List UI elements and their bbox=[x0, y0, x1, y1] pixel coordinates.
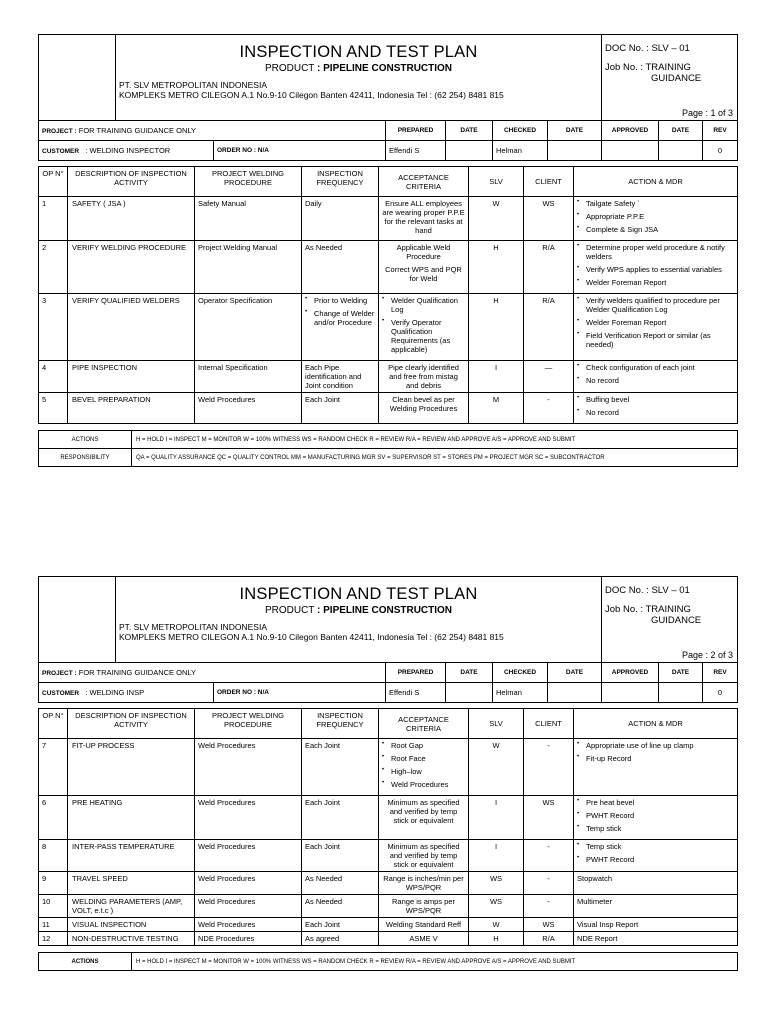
acceptance-text: Range is amps per WPS/PQR bbox=[392, 897, 455, 915]
op-number: 11 bbox=[39, 918, 68, 932]
client-code: - bbox=[524, 393, 574, 424]
acceptance-criteria bbox=[379, 796, 469, 840]
product-value: : PIPELINE CONSTRUCTION bbox=[317, 63, 453, 74]
frequency-text: Daily bbox=[305, 199, 322, 208]
inspection-frequency bbox=[302, 241, 379, 294]
doc-number: DOC No. : SLV – 01 bbox=[605, 43, 690, 54]
prepared-by: Effendi S bbox=[386, 683, 446, 703]
action-mdr bbox=[574, 393, 738, 424]
op-number: 7 bbox=[39, 739, 68, 796]
job-no-value: TRAINING bbox=[645, 604, 691, 615]
acceptance-criteria bbox=[379, 197, 469, 241]
table-row bbox=[39, 361, 738, 393]
frequency-text: Each Joint bbox=[305, 395, 341, 404]
slv-code: W bbox=[469, 918, 524, 932]
doc-info-cell bbox=[602, 35, 738, 121]
col-client: CLIENT bbox=[524, 709, 574, 739]
action-item: • Tailgate Safety ` bbox=[577, 199, 734, 208]
legend-actions-label: ACTIONS bbox=[39, 953, 132, 971]
acceptance-text: Correct WPS and PQR for Weld bbox=[385, 265, 462, 283]
inspection-frequency bbox=[302, 796, 379, 840]
action-mdr bbox=[574, 872, 738, 895]
date-header: DATE bbox=[659, 663, 703, 683]
action-mdr bbox=[574, 918, 738, 932]
col-description: DESCRIPTION OF INSPECTION ACTIVITY bbox=[68, 709, 195, 739]
op-number: 9 bbox=[39, 872, 68, 895]
action-item: • Temp stick bbox=[577, 842, 734, 851]
slv-code: H bbox=[469, 241, 524, 294]
action-item: • Complete & Sign JSA bbox=[577, 225, 734, 234]
acceptance-item: • Root Gap bbox=[382, 741, 465, 750]
action-item: • Check configuration of each joint bbox=[577, 363, 734, 372]
acceptance-text: Clean bevel as per Welding Procedures bbox=[389, 395, 458, 413]
action-text: Stopwatch bbox=[577, 874, 613, 883]
customer-value: : WELDING INSP bbox=[85, 688, 145, 697]
page-number: Page : 1 of 3 bbox=[681, 108, 733, 118]
acceptance-criteria bbox=[379, 361, 469, 393]
action-item: • Welder Foreman Report bbox=[577, 318, 734, 327]
slv-code: H bbox=[469, 294, 524, 361]
activity-description: VERIFY QUALIFIED WELDERS bbox=[68, 294, 195, 361]
activity-description: WELDING PARAMETERS (AMP, VOLT, e.t.c ) bbox=[68, 895, 195, 918]
welding-procedure: Weld Procedures bbox=[195, 840, 302, 872]
job-no-value-2: GUIDANCE bbox=[651, 73, 702, 84]
acceptance-text: Ensure ALL employees are wearing proper P.P.E for the relevant tasks at hand bbox=[382, 199, 465, 235]
action-mdr bbox=[574, 739, 738, 796]
col-action: ACTION & MDR bbox=[574, 709, 738, 739]
action-text: NDE Report bbox=[577, 934, 618, 943]
activity-description: BEVEL PREPARATION bbox=[68, 393, 195, 424]
table-row bbox=[39, 932, 738, 946]
acceptance-text: Range is inches/min per WPS/PQR bbox=[383, 874, 464, 892]
rev-header: REV bbox=[703, 121, 738, 141]
inspection-frequency bbox=[302, 294, 379, 361]
frequency-text: Each Joint bbox=[305, 741, 341, 750]
prepared-header: PREPARED bbox=[386, 121, 446, 141]
activity-description: INTER-PASS TEMPERATURE bbox=[68, 840, 195, 872]
date-header: DATE bbox=[446, 121, 493, 141]
acceptance-criteria bbox=[379, 840, 469, 872]
slv-code: I bbox=[469, 796, 524, 840]
itp-page-1 bbox=[38, 34, 738, 467]
slv-code: W bbox=[469, 739, 524, 796]
product-label: PRODUCT bbox=[264, 63, 315, 74]
col-op: OP N° bbox=[39, 167, 68, 197]
company-address: KOMPLEKS METRO CILEGON A.1 No.9-10 Cilegon Banten 42411, Indonesia Tel : (62 254) 8481 815 bbox=[119, 632, 504, 642]
client-code: - bbox=[524, 872, 574, 895]
rev-header: REV bbox=[703, 663, 738, 683]
slv-code: WS bbox=[469, 895, 524, 918]
inspection-frequency bbox=[302, 932, 379, 946]
action-mdr bbox=[574, 197, 738, 241]
op-number: 2 bbox=[39, 241, 68, 294]
project-value: FOR TRAINING GUIDANCE ONLY bbox=[78, 126, 197, 135]
frequency-item: • Change of Welder and/or Procedure bbox=[305, 309, 375, 327]
acceptance-text: Minimum as specified and verified by temp stick or equivalent bbox=[387, 798, 460, 825]
action-item: • Field Verification Report or similar (as needed) bbox=[577, 331, 734, 349]
project-value: FOR TRAINING GUIDANCE ONLY bbox=[78, 668, 197, 677]
legend-responsibility-text: QA = QUALITY ASSURANCE QC = QUALITY CONTROL MM = MANUFACTURING MGR SV = SUPERVISOR ST = STORES PM = PROJECT MGR SC = SUBCONTRACTOR bbox=[132, 449, 738, 467]
acceptance-item: • Welder Qualification Log bbox=[382, 296, 465, 314]
acceptance-criteria bbox=[379, 294, 469, 361]
action-text: Multimeter bbox=[577, 897, 613, 906]
slv-code: M bbox=[469, 393, 524, 424]
welding-procedure: Weld Procedures bbox=[195, 739, 302, 796]
project-label: PROJECT : bbox=[42, 670, 77, 677]
inspection-frequency bbox=[302, 872, 379, 895]
welding-procedure: Weld Procedures bbox=[195, 895, 302, 918]
frequency-item: • Prior to Welding bbox=[305, 296, 375, 305]
inspection-frequency bbox=[302, 393, 379, 424]
doc-info-cell bbox=[602, 577, 738, 663]
title-cell bbox=[116, 577, 602, 663]
col-slv: SLV bbox=[469, 167, 524, 197]
welding-procedure: Internal Specification bbox=[195, 361, 302, 393]
action-item: • Temp stick bbox=[577, 824, 734, 833]
welding-procedure: NDE Procedures bbox=[195, 932, 302, 946]
job-no-label: Job No. : bbox=[605, 62, 644, 73]
client-code: — bbox=[524, 361, 574, 393]
welding-procedure: Project Welding Manual bbox=[195, 241, 302, 294]
acceptance-item: • Root Face bbox=[382, 754, 465, 763]
inspection-frequency bbox=[302, 739, 379, 796]
prepared-header: PREPARED bbox=[386, 663, 446, 683]
welding-procedure: Weld Procedures bbox=[195, 918, 302, 932]
welding-procedure: Operator Specification bbox=[195, 294, 302, 361]
project-label: PROJECT : bbox=[42, 128, 77, 135]
slv-code: I bbox=[469, 361, 524, 393]
col-procedure: PROJECT WELDING PROCEDURE bbox=[195, 167, 302, 197]
date-header: DATE bbox=[548, 121, 602, 141]
acceptance-text: Welding Standard Reff bbox=[385, 920, 462, 929]
col-frequency: INSPECTION FREQUENCY bbox=[302, 167, 379, 197]
date-header: DATE bbox=[659, 121, 703, 141]
approved-header: APPROVED bbox=[602, 663, 659, 683]
slv-code: W bbox=[469, 197, 524, 241]
legend-actions-label: ACTIONS bbox=[39, 431, 132, 449]
slv-code: H bbox=[469, 932, 524, 946]
frequency-text: As Needed bbox=[305, 897, 343, 906]
col-acceptance: ACCEPTANCE CRITERIA bbox=[379, 709, 469, 739]
action-mdr bbox=[574, 796, 738, 840]
document-title: INSPECTION AND TEST PLAN bbox=[239, 43, 478, 61]
inspection-frequency bbox=[302, 361, 379, 393]
title-cell bbox=[116, 35, 602, 121]
job-no-value: TRAINING bbox=[645, 62, 691, 73]
action-item: • Pre heat bevel bbox=[577, 798, 734, 807]
frequency-text: As Needed bbox=[305, 874, 343, 883]
table-row bbox=[39, 796, 738, 840]
action-mdr bbox=[574, 932, 738, 946]
date-header: DATE bbox=[548, 663, 602, 683]
client-code: - bbox=[524, 739, 574, 796]
action-item: • Appropriate use of line up clamp bbox=[577, 741, 734, 750]
page-number: Page : 2 of 3 bbox=[681, 650, 733, 660]
inspection-frequency bbox=[302, 840, 379, 872]
activity-table bbox=[38, 708, 738, 946]
client-code: WS bbox=[524, 796, 574, 840]
action-item: • No record bbox=[577, 376, 734, 385]
action-item: • PWHT Record bbox=[577, 855, 734, 864]
acceptance-criteria bbox=[379, 872, 469, 895]
table-row bbox=[39, 197, 738, 241]
action-mdr bbox=[574, 895, 738, 918]
activity-description: PIPE INSPECTION bbox=[68, 361, 195, 393]
welding-procedure: Weld Procedures bbox=[195, 872, 302, 895]
client-code: - bbox=[524, 895, 574, 918]
customer-value: : WELDING INSPECTOR bbox=[85, 146, 171, 155]
logo-cell bbox=[39, 577, 116, 663]
frequency-text: Each Pipe identification and Joint condition bbox=[305, 363, 362, 390]
op-number: 8 bbox=[39, 840, 68, 872]
approved-header: APPROVED bbox=[602, 121, 659, 141]
doc-number: DOC No. : SLV – 01 bbox=[605, 585, 690, 596]
col-action: ACTION & MDR bbox=[574, 167, 738, 197]
legend-responsibility-label: RESPONSIBILITY bbox=[39, 449, 132, 467]
client-code: R/A bbox=[524, 294, 574, 361]
slv-code: I bbox=[469, 840, 524, 872]
legend-actions-text: H = HOLD I = INSPECT M = MONITOR W = 100% WITNESS WS = RANDOM CHECK R = REVIEW R/A = REVIEW AND APPROVE A/S = APPROVE AND SUBMIT bbox=[132, 953, 738, 971]
col-op: OP N° bbox=[39, 709, 68, 739]
action-text: Visual Insp Report bbox=[577, 920, 639, 929]
client-code: R/A bbox=[524, 241, 574, 294]
op-number: 10 bbox=[39, 895, 68, 918]
revision-value: 0 bbox=[703, 683, 738, 703]
info-table bbox=[38, 120, 738, 161]
checked-header: CHECKED bbox=[493, 121, 548, 141]
op-number: 12 bbox=[39, 932, 68, 946]
client-code: WS bbox=[524, 197, 574, 241]
company-name: PT. SLV METROPOLITAN INDONESIA bbox=[119, 80, 267, 90]
col-frequency: INSPECTION FREQUENCY bbox=[302, 709, 379, 739]
activity-description: FIT-UP PROCESS bbox=[68, 739, 195, 796]
acceptance-item: • Weld Procedures bbox=[382, 780, 465, 789]
slv-code: WS bbox=[469, 872, 524, 895]
company-name: PT. SLV METROPOLITAN INDONESIA bbox=[119, 622, 267, 632]
acceptance-item: • High–low bbox=[382, 767, 465, 776]
col-procedure: PROJECT WELDING PROCEDURE bbox=[195, 709, 302, 739]
client-code: R/A bbox=[524, 932, 574, 946]
logo-cell bbox=[39, 35, 116, 121]
header-table bbox=[38, 576, 738, 663]
company-address: KOMPLEKS METRO CILEGON A.1 No.9-10 Cilegon Banten 42411, Indonesia Tel : (62 254) 8481 815 bbox=[119, 90, 504, 100]
action-mdr bbox=[574, 840, 738, 872]
acceptance-criteria bbox=[379, 241, 469, 294]
activity-description: VERIFY WELDING PROCEDURE bbox=[68, 241, 195, 294]
client-code: - bbox=[524, 840, 574, 872]
table-row bbox=[39, 241, 738, 294]
prepared-by: Effendi S bbox=[386, 141, 446, 161]
date-header: DATE bbox=[446, 663, 493, 683]
action-item: • Verify welders qualified to procedure per Welder Qualification Log bbox=[577, 296, 734, 314]
table-row bbox=[39, 895, 738, 918]
col-acceptance: ACCEPTANCE CRITERIA bbox=[379, 167, 469, 197]
acceptance-text: Applicable Weld Procedure bbox=[396, 243, 451, 261]
frequency-text: Each Joint bbox=[305, 920, 341, 929]
table-row bbox=[39, 294, 738, 361]
inspection-frequency bbox=[302, 197, 379, 241]
action-mdr bbox=[574, 294, 738, 361]
op-number: 1 bbox=[39, 197, 68, 241]
op-number: 5 bbox=[39, 393, 68, 424]
acceptance-criteria bbox=[379, 895, 469, 918]
header-table bbox=[38, 34, 738, 121]
activity-table bbox=[38, 166, 738, 424]
order-number: ORDER NO : N/A bbox=[214, 141, 386, 161]
action-item: • Appropriate P.P.E bbox=[577, 212, 734, 221]
customer-label: CUSTOMER bbox=[42, 148, 80, 155]
table-row bbox=[39, 918, 738, 932]
action-item: • Verify WPS applies to essential variables bbox=[577, 265, 734, 274]
info-table bbox=[38, 662, 738, 703]
action-item: • PWHT Record bbox=[577, 811, 734, 820]
activity-description: NON-DESTRUCTIVE TESTING bbox=[68, 932, 195, 946]
legend-table bbox=[38, 952, 738, 971]
inspection-frequency bbox=[302, 918, 379, 932]
activity-description: VISUAL INSPECTION bbox=[68, 918, 195, 932]
table-row bbox=[39, 872, 738, 895]
action-item: • Fit-up Record bbox=[577, 754, 734, 763]
acceptance-criteria bbox=[379, 932, 469, 946]
welding-procedure: Weld Procedures bbox=[195, 393, 302, 424]
acceptance-item: • Verify Operator Qualification Requirements (as applicable) bbox=[382, 318, 465, 354]
legend-actions-text: H = HOLD I = INSPECT M = MONITOR W = 100% WITNESS WS = RANDOM CHECK R = REVIEW R/A = REVIEW AND APPROVE A/S = APPROVE AND SUBMIT bbox=[132, 431, 738, 449]
legend-table bbox=[38, 430, 738, 467]
inspection-frequency bbox=[302, 895, 379, 918]
customer-label: CUSTOMER bbox=[42, 690, 80, 697]
op-number: 6 bbox=[39, 796, 68, 840]
itp-page-2 bbox=[38, 576, 738, 971]
revision-value: 0 bbox=[703, 141, 738, 161]
order-number: ORDER NO : N/A bbox=[214, 683, 386, 703]
acceptance-criteria bbox=[379, 739, 469, 796]
action-mdr bbox=[574, 361, 738, 393]
acceptance-criteria bbox=[379, 393, 469, 424]
col-client: CLIENT bbox=[524, 167, 574, 197]
frequency-text: Each Joint bbox=[305, 798, 341, 807]
product-label: PRODUCT bbox=[264, 605, 315, 616]
action-item: • No record bbox=[577, 408, 734, 417]
activity-description: SAFETY ( JSA ) bbox=[68, 197, 195, 241]
table-row bbox=[39, 840, 738, 872]
frequency-text: Each Joint bbox=[305, 842, 341, 851]
activity-description: TRAVEL SPEED bbox=[68, 872, 195, 895]
job-no-value-2: GUIDANCE bbox=[651, 615, 702, 626]
col-description: DESCRIPTION OF INSPECTION ACTIVITY bbox=[68, 167, 195, 197]
col-slv: SLV bbox=[469, 709, 524, 739]
table-row bbox=[39, 739, 738, 796]
job-no-label: Job No. : bbox=[605, 604, 644, 615]
client-code: WS bbox=[524, 918, 574, 932]
action-item: • Determine proper weld procedure & notify welders bbox=[577, 243, 734, 261]
checked-header: CHECKED bbox=[493, 663, 548, 683]
activity-description: PRE HEATING bbox=[68, 796, 195, 840]
table-row bbox=[39, 393, 738, 424]
acceptance-criteria bbox=[379, 918, 469, 932]
frequency-text: As agreed bbox=[305, 934, 340, 943]
welding-procedure: Weld Procedures bbox=[195, 796, 302, 840]
document-title: INSPECTION AND TEST PLAN bbox=[239, 585, 478, 603]
checked-by: Helman bbox=[493, 141, 548, 161]
frequency-text: As Needed bbox=[305, 243, 343, 252]
checked-by: Helman bbox=[493, 683, 548, 703]
action-item: • Welder Foreman Report bbox=[577, 278, 734, 287]
op-number: 4 bbox=[39, 361, 68, 393]
acceptance-text: Minimum as specified and verified by temp stick or equivalent bbox=[387, 842, 460, 869]
welding-procedure: Safety Manual bbox=[195, 197, 302, 241]
acceptance-text: Pipe clearly identified and free from mistag and debris bbox=[388, 363, 459, 390]
action-item: • Buffing bevel bbox=[577, 395, 734, 404]
action-mdr bbox=[574, 241, 738, 294]
product-value: : PIPELINE CONSTRUCTION bbox=[317, 605, 453, 616]
op-number: 3 bbox=[39, 294, 68, 361]
acceptance-text: ASME V bbox=[409, 934, 438, 943]
